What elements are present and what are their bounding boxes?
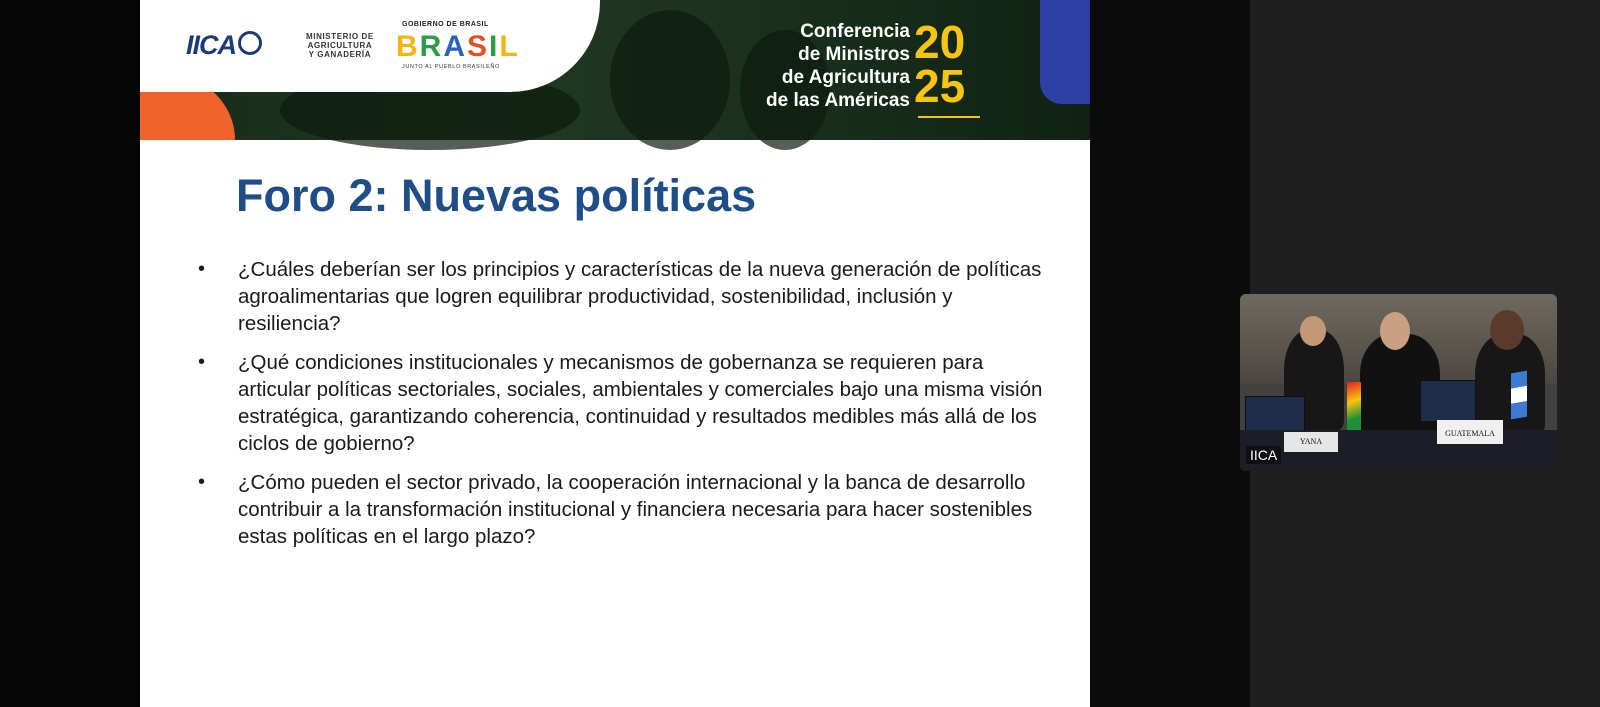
iica-logo: IICA <box>186 30 236 60</box>
guyana-flag <box>1347 382 1361 430</box>
year-top: 20 <box>914 16 966 68</box>
list-item <box>194 469 1054 550</box>
country-placard: YANA <box>1284 432 1338 452</box>
blue-decoration <box>1040 0 1090 104</box>
globe-icon <box>238 31 262 55</box>
logo-strip <box>140 0 600 92</box>
brasil-letter: R <box>419 30 444 63</box>
year-underline <box>918 116 980 118</box>
person-face <box>1490 310 1524 350</box>
question-list <box>194 256 1054 562</box>
brasil-letter: L <box>499 30 520 63</box>
brasil-letter: A <box>443 30 468 63</box>
question-text: ¿Cuáles deberían ser los principios y características de la nueva generación de políticas agroalimentarias que logren equilibrar productividad, sostenibilidad, inclusión y resiliencia? <box>238 258 1042 335</box>
slide-title: Foro 2: Nuevas políticas <box>236 170 757 221</box>
country-placard: GUATEMALA <box>1437 420 1503 444</box>
person-face <box>1300 316 1326 346</box>
ministerio-logo <box>306 32 374 59</box>
speaker-face <box>1380 312 1410 350</box>
question-text: ¿Qué condiciones institucionales y mecanismos de gobernanza se requieren para articular políticas sectoriales, sociales, ambientales y comerciales bajo una misma visión estratégica, garantizando coherencia, continuidad y resultados medibles más allá de los ciclos de gobierno? <box>238 351 1043 455</box>
conference-year <box>914 16 966 112</box>
ministerio-line: Y GANADERÍA <box>308 50 372 59</box>
participant-name-label: IICA <box>1246 446 1281 464</box>
gobierno-brasil-label: GOBIERNO DE BRASIL <box>402 21 489 28</box>
brasil-letter: S <box>467 30 490 63</box>
bullet-icon: • <box>198 258 206 280</box>
laptop <box>1245 396 1305 434</box>
conference-line: de Agricultura <box>781 67 910 88</box>
bullet-icon: • <box>198 351 206 373</box>
question-text: ¿Cómo pueden el sector privado, la cooperación internacional y la banca de desarrollo contribuir a la transformación institucional y financiera necesaria para hacer sostenibles estas políticas en el largo plazo? <box>238 471 1033 548</box>
center-divider <box>1090 0 1250 707</box>
participant-video-tile[interactable] <box>1240 294 1557 471</box>
brasil-tagline: JUNTO AL PUEBLO BRASILEÑO <box>402 64 500 70</box>
ministerio-line: AGRICULTURA <box>307 41 373 50</box>
bullet-icon: • <box>198 471 206 493</box>
honduras-flag <box>1511 371 1527 420</box>
list-item <box>194 349 1054 457</box>
list-item <box>194 256 1054 337</box>
conference-line: de Ministros <box>798 44 910 65</box>
conference-line: de las Américas <box>766 90 910 111</box>
presentation-slide <box>140 0 1090 707</box>
conference-name <box>720 20 910 112</box>
forest-shade <box>610 10 730 150</box>
brasil-letter: B <box>396 30 420 63</box>
ministerio-line: MINISTERIO DE <box>306 32 374 41</box>
brasil-letter: I <box>489 30 500 63</box>
laptop <box>1420 380 1476 422</box>
brasil-logo <box>396 30 520 64</box>
left-black-margin <box>0 0 140 707</box>
year-bottom: 25 <box>914 60 966 112</box>
conference-line: Conferencia <box>800 21 910 42</box>
